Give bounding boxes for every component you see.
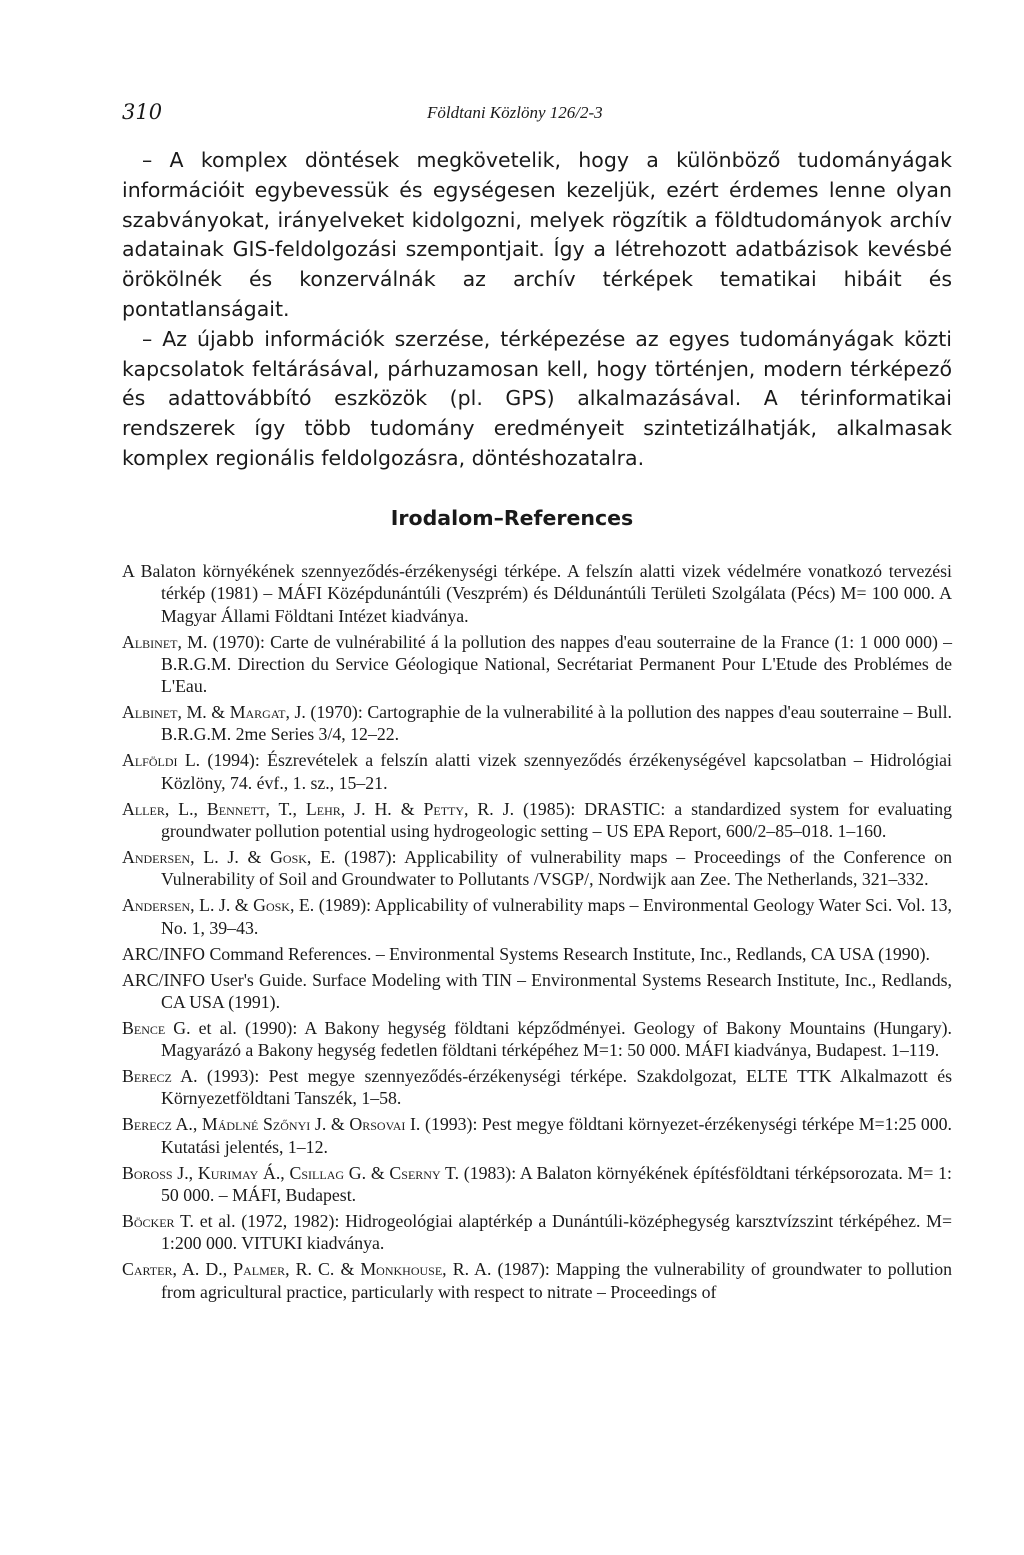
reference-entry [122,1017,952,1062]
reference-text: ARC/INFO User's Guide. Surface Modeling with TIN – Environmental Systems Research Institute, Inc., Redlands, CA USA (1991). [122,969,952,1012]
reference-entry [122,943,952,965]
reference-authors: Alföldi L. [122,750,201,771]
reference-authors: Berecz A., Mádlné Szőnyi J. & Orsovai I. [122,1114,421,1135]
reference-authors: Andersen, L. J. & Gosk, E. [122,895,315,916]
reference-entry [122,1258,952,1303]
reference-text: (1987): Mapping the vulnerability of groundwater to pollution from agricultural practice, particularly with respect to nitrate – Proceedings of [161,1259,952,1302]
reference-list [122,560,952,1307]
reference-entry [122,631,952,698]
reference-text: (1970): Carte de vulnérabilité á la pollution des nappes d'eau souterraine de la France (1: 1 000 000) – B.R.G.M. Direction du Service Géologique National, Secrétariat Permanent Pour L'Etude des Problémes de L'Eau. [161,631,952,697]
reference-entry [122,798,952,843]
reference-authors: Böcker T. [122,1210,194,1231]
reference-text: (1983): A Balaton környékének építésföldtani térképsorozata. M= 1: 50 000. – MÁFI, Budapest. [161,1162,952,1205]
reference-text: et al. (1990): A Bakony hegység földtani képződményei. Geology of Bakony Mountains (Hungary). Magyarázó a Bakony hegység fedetlen földtani térképéhez M=1: 50 000. MÁFI kiadványa, Budapest. 1–119. [161,1017,953,1061]
body-paragraph: – A komplex döntések megkövetelik, hogy a különböző tudományágak információit egybevessük és egységesen kezeljük, ezért érdemes lenne olyan szabványokat, irányelveket kidolgozni, melyek rögzítik a földtudományok archív adatainak GIS-feldolgozási szempontjait. Így a létrehozott adatbázisok kevésbé örökölnék és konzerválnák az archív térképek tematikai hibáit és pontatlanságait. [122,148,952,321]
reference-entry [122,1113,952,1158]
running-head [122,100,952,126]
reference-text: et al. (1972, 1982): Hidrogeológiai alaptérkép a Dunántúli-középhegység karsztvízszint térképéhez. M= 1:200 000. VITUKI kiadványa. [161,1210,953,1254]
reference-entry [122,894,952,939]
reference-entry [122,1162,952,1207]
reference-authors: Carter, A. D., Palmer, R. C. & Monkhouse, R. A. [122,1259,492,1280]
reference-entry [122,560,952,627]
reference-text: (1970): Cartographie de la vulnerabilité à la pollution des nappes d'eau souterraine – Bull. B.R.G.M. 2me Series 3/4, 12–22. [161,702,953,745]
reference-text: (1994): Észrevételek a felszín alatti vizek szennyeződés érzékenységével kapcsolatban – Hidrológiai Közlöny, 74. évf., 1. sz., 15–21. [161,750,952,793]
reference-entry [122,1065,952,1110]
reference-entry [122,749,952,794]
reference-authors: Albinet, M. & Margat, J. [122,702,306,723]
reference-text: (1993): Pest megye földtani környezet-érzékenységi térképe M=1:25 000. Kutatási jelentés, 1–12. [161,1114,953,1157]
reference-authors: Bence G. [122,1017,191,1038]
reference-text: (1989): Applicability of vulnerability maps – Environmental Geology Water Sci. Vol. 13, No. 1, 39–43. [161,895,953,938]
reference-entry [122,846,952,891]
reference-authors: Andersen, L. J. & Gosk, E. [122,847,336,867]
reference-text: ARC/INFO Command References. – Environmental Systems Research Institute, Inc., Redlands, CA USA (1990). [122,943,930,964]
reference-entry [122,969,952,1014]
body-paragraph: – Az újabb információk szerzése, térképezése az egyes tudományágak közti kapcsolatok feltárásával, párhuzamosan kell, hogy történjen, modern térképező és adattovábbító eszközök (pl. GPS) alkalmazásával. A térinformatikai rendszerek így több tudomány eredményeit szintetizálhatják, alkalmasak komplex regionális feldolgozásra, döntéshozatalra. [122,326,952,470]
reference-authors: Aller, L., Bennett, T., Lehr, J. H. & Petty, R. J. [122,798,515,819]
reference-authors: Boross J., Kurimay Á., Csillag G. & Cserny T. [122,1162,460,1183]
reference-authors: Albinet, M. [122,631,208,652]
reference-text: (1987): Applicability of vulnerability maps – Proceedings of the Conference on Vulnerability of Soil and Groundwater to Pollutants /VSGP/, Nordwijk aan Zee. The Netherlands, 321–332. [161,847,952,890]
reference-entry [122,701,952,746]
reference-text: (1985): DRASTIC: a standardized system for evaluating groundwater pollution potential using hydrogeologic setting – US EPA Report, 600/2–85–018. 1–160. [161,798,952,842]
reference-text: A Balaton környékének szennyeződés-érzékenységi térképe. A felszín alatti vizek védelmére vonatkozó tervezési térkép (1981) – MÁFI Középdunántúli (Veszprém) és Déldunántúli Területi Szolgálata (Pécs) M= 100 000. A Magyar Állami Földtani Intézet kiadványa. [122,561,952,626]
reference-entry [122,1210,952,1255]
body-text [122,146,952,474]
references-heading: Irodalom–References [390,506,634,530]
reference-text: (1993): Pest megye szennyeződés-érzékenységi térképe. Szakdolgozat, ELTE TTK Alkalmazott és Környezetföldtani Tanszék, 1–58. [161,1066,953,1109]
reference-authors: Berecz A. [122,1066,198,1087]
page-number: 310 [122,100,163,124]
journal-title: Földtani Közlöny 126/2-3 [427,103,603,122]
